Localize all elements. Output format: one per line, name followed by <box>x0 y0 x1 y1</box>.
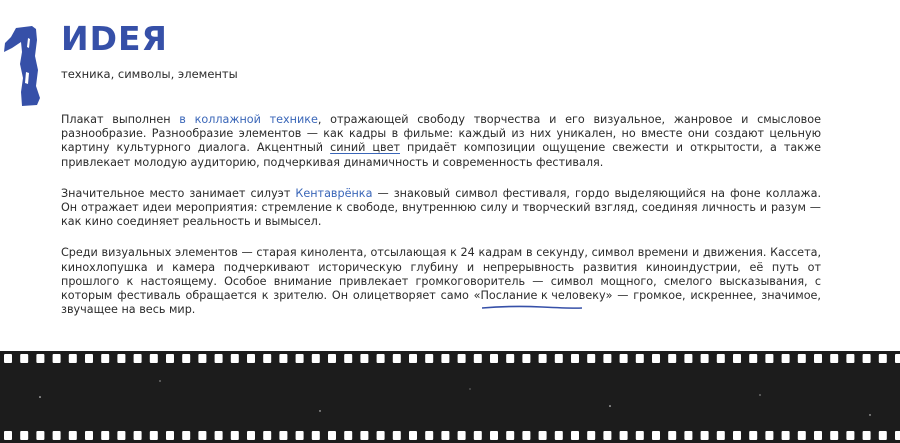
sprocket-hole <box>441 431 449 440</box>
underlined-blue-color: синий цвет <box>330 141 400 155</box>
sprocket-hole <box>328 354 336 363</box>
sprocket-hole <box>458 354 466 363</box>
sprocket-hole <box>409 354 417 363</box>
sprocket-hole <box>312 354 320 363</box>
sprocket-hole <box>312 431 320 440</box>
sprocket-hole <box>85 431 93 440</box>
sprocket-hole <box>879 354 887 363</box>
sprocket-hole <box>879 431 887 440</box>
sprocket-hole <box>117 431 125 440</box>
sprocket-hole <box>36 431 44 440</box>
sprocket-hole <box>53 354 61 363</box>
sprocket-hole <box>36 354 44 363</box>
paragraph-technique: Плакат выполнен в коллажной технике, отражающей свободу творчества и его визуальное, жанровое и смысловое разнообразие. Разнообразие элементов — как кадры в фильме: каждый из них уникален, но вместе они создают цельную картину культурного диалога. Акцентный синий цвет придаёт композиции ощущение свежести и открытости, а также привлекает молодую аудиторию, подчеркивая динамичность и современность фестиваля. <box>61 113 821 169</box>
sprocket-hole <box>652 354 660 363</box>
sprocket-hole <box>782 431 790 440</box>
sprocket-hole <box>150 431 158 440</box>
sprocket-hole <box>101 431 109 440</box>
paragraph-centaur: Значительное место занимает силуэт Кентаврёнка — знаковый символ фестиваля, гордо выделяющийся на фоне коллажа. Он отражает идеи мероприятия: стремление к свободе, внутреннюю силу и творческий взгляд, соединяя личность и разум — как кино соединяет реальность и вымысел. <box>61 186 821 229</box>
sprocket-hole <box>749 354 757 363</box>
sprocket-hole <box>555 431 563 440</box>
sprocket-hole <box>555 354 563 363</box>
sprocket-hole <box>490 354 498 363</box>
sprocket-hole <box>603 354 611 363</box>
sprocket-hole <box>717 354 725 363</box>
sprocket-hole <box>636 354 644 363</box>
sprocket-hole <box>377 431 385 440</box>
sprocket-hole <box>20 431 28 440</box>
paragraph-elements: Среди визуальных элементов — старая кинолента, отсылающая к 24 кадрам в секунду, символ времени и движения. Кассета, кинохлопушка и камера подчеркивают историческую глубину и непрерывность развития киноиндустрии, её путь от прошлого к настоящему. Особое внимание привлекает громкоговоритель — символ мощного, смелого высказывания, с которым фестиваль обращается к зрителю. Он олицетворяет само «Послание к человеку» — громкое, искреннее, значимое, звучащее на весь мир. <box>61 246 821 317</box>
sprocket-hole <box>360 354 368 363</box>
sprocket-hole <box>539 431 547 440</box>
sprocket-hole <box>701 354 709 363</box>
sprocket-hole <box>652 431 660 440</box>
sprocket-hole <box>69 431 77 440</box>
chapter-number-graphic <box>2 26 44 106</box>
sprocket-hole <box>506 431 514 440</box>
sprocket-hole <box>587 354 595 363</box>
sprocket-hole <box>571 431 579 440</box>
sprocket-hole <box>441 354 449 363</box>
sprocket-hole <box>328 431 336 440</box>
sprocket-hole <box>798 431 806 440</box>
sprocket-hole <box>4 431 12 440</box>
highlight-centaur: Кентаврёнка <box>295 186 373 200</box>
sprocket-hole <box>231 431 239 440</box>
sprocket-hole <box>749 431 757 440</box>
sprocket-hole <box>830 431 838 440</box>
sprocket-hole <box>571 354 579 363</box>
sprocket-hole <box>733 431 741 440</box>
sprocket-hole <box>425 431 433 440</box>
sprocket-hole <box>117 354 125 363</box>
body-text <box>61 113 821 334</box>
sprocket-hole <box>684 354 692 363</box>
sprocket-hole <box>166 354 174 363</box>
sprocket-hole <box>296 354 304 363</box>
sprocket-hole <box>701 431 709 440</box>
sprocket-hole <box>53 431 61 440</box>
sprocket-hole <box>765 431 773 440</box>
sprocket-hole <box>344 431 352 440</box>
sprocket-hole <box>101 354 109 363</box>
sprocket-hole <box>668 354 676 363</box>
sprocket-hole <box>360 431 368 440</box>
sprocket-hole <box>895 354 900 363</box>
sprocket-hole <box>863 354 871 363</box>
sprocket-hole <box>506 354 514 363</box>
sprocket-hole <box>231 354 239 363</box>
sprocket-hole <box>409 431 417 440</box>
highlight-collage-technique: в коллажной технике <box>179 113 318 126</box>
sprocket-hole <box>166 431 174 440</box>
sprocket-hole <box>344 354 352 363</box>
sprocket-hole <box>182 431 190 440</box>
sprocket-hole <box>85 354 93 363</box>
section-title: ИDEЯ <box>61 19 168 58</box>
sprocket-hole <box>798 354 806 363</box>
sprocket-hole <box>425 354 433 363</box>
sprocket-hole <box>522 354 530 363</box>
brush-underline <box>482 305 582 310</box>
sprocket-hole <box>20 354 28 363</box>
sprocket-hole <box>684 431 692 440</box>
sprocket-hole <box>620 354 628 363</box>
sprocket-hole <box>377 354 385 363</box>
sprocket-hole <box>247 431 255 440</box>
sprocket-hole <box>150 354 158 363</box>
sprocket-hole <box>539 354 547 363</box>
sprocket-hole <box>846 431 854 440</box>
sprocket-hole <box>863 431 871 440</box>
sprocket-hole <box>279 431 287 440</box>
sprocket-hole <box>814 354 822 363</box>
sprocket-hole <box>263 431 271 440</box>
sprocket-hole <box>182 354 190 363</box>
sprocket-hole <box>717 431 725 440</box>
quote-message-to-man: «Послание к человеку» <box>474 289 613 303</box>
sprocket-hole <box>247 354 255 363</box>
sprocket-hole <box>668 431 676 440</box>
sprocket-hole <box>134 431 142 440</box>
sprocket-hole <box>830 354 838 363</box>
filmstrip-graphic <box>0 351 900 443</box>
sprocket-hole <box>474 431 482 440</box>
sprocket-hole <box>69 354 77 363</box>
sprocket-hole <box>490 431 498 440</box>
sprocket-hole <box>279 354 287 363</box>
sprocket-hole <box>733 354 741 363</box>
sprocket-hole <box>895 431 900 440</box>
sprocket-hole <box>393 431 401 440</box>
section-subtitle: техника, символы, элементы <box>61 67 238 81</box>
sprocket-hole <box>263 354 271 363</box>
sprocket-hole <box>846 354 854 363</box>
sprocket-hole <box>782 354 790 363</box>
sprocket-hole <box>636 431 644 440</box>
sprocket-hole <box>458 431 466 440</box>
sprocket-hole <box>215 431 223 440</box>
sprocket-hole <box>522 431 530 440</box>
sprocket-hole <box>620 431 628 440</box>
sprocket-hole <box>4 354 12 363</box>
sprocket-hole <box>198 431 206 440</box>
sprocket-hole <box>814 431 822 440</box>
sprocket-hole <box>603 431 611 440</box>
sprocket-hole <box>296 431 304 440</box>
sprocket-hole <box>765 354 773 363</box>
sprocket-hole <box>134 354 142 363</box>
sprocket-hole <box>215 354 223 363</box>
sprocket-hole <box>587 431 595 440</box>
sprocket-hole <box>474 354 482 363</box>
sprocket-hole <box>393 354 401 363</box>
sprocket-hole <box>198 354 206 363</box>
